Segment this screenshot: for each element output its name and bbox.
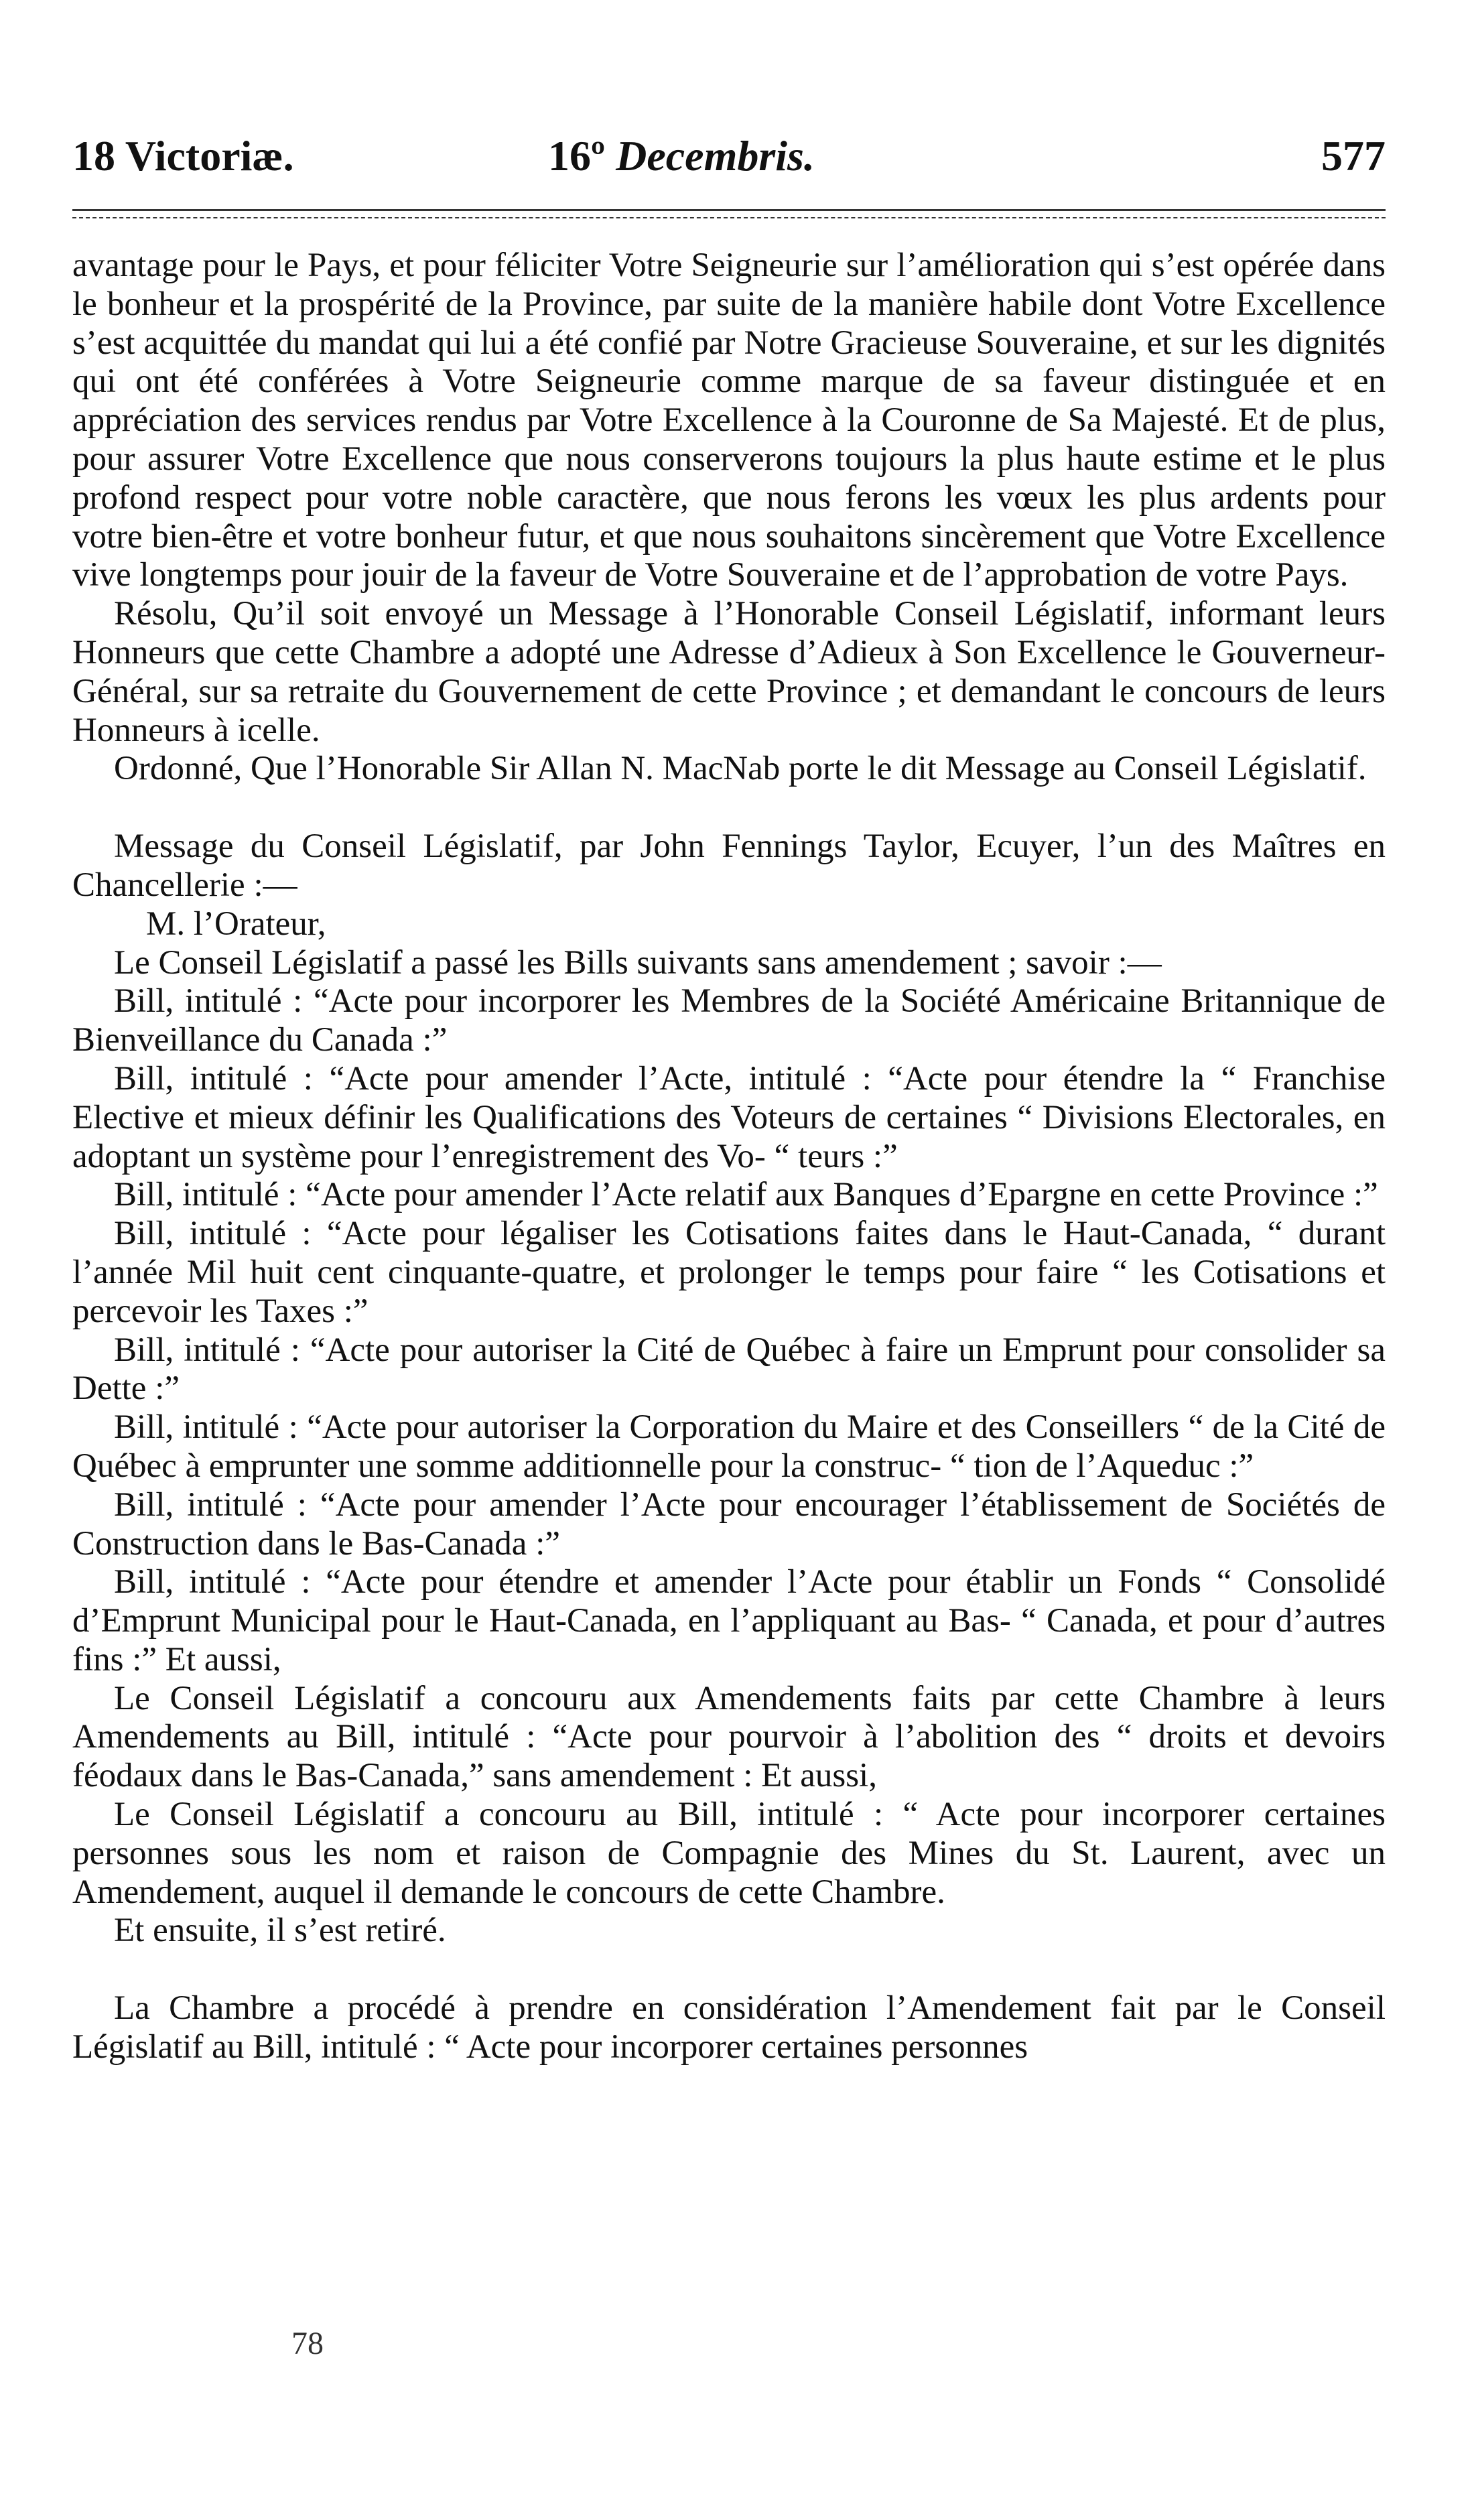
bill-item: Bill, intitulé : “Acte pour incorporer les Membres de la Société Américaine Britannique de Bienveillance du Canada :” (72, 982, 1386, 1059)
bill-item: Bill, intitulé : “Acte pour amender l’Acte, intitulé : “Acte pour étendre la “ Franchise Elective et mieux définir les Qualifications des Voteurs de certaines “ Divisions Electorales, en adoptant un système pour l’enregistrement des Vo- “ teurs :” (72, 1059, 1386, 1175)
bill-item: Bill, intitulé : “Acte pour autoriser la Cité de Québec à faire un Emprunt pour consolider sa Dette :” (72, 1331, 1386, 1408)
header-session: 18 Victoriæ. (72, 132, 294, 180)
bill-item: Bill, intitulé : “Acte pour étendre et amender l’Acte pour établir un Fonds “ Consolidé d’Emprunt Municipal pour le Haut-Canada, en l’appliquant au Bas- “ Canada, et pour d’autres fins :” Et aussi, (72, 1563, 1386, 1678)
paragraph-consideration: La Chambre a procédé à prendre en considération l’Amendement fait par le Conseil Législatif au Bill, intitulé : “ Acte pour incorporer certaines personnes (72, 1989, 1386, 2066)
header-date-month: Decembris. (616, 132, 815, 180)
paragraph-message-intro: Message du Conseil Législatif, par John Fennings Taylor, Ecuyer, l’un des Maîtres en Chancellerie :— (72, 827, 1386, 904)
paragraph-bills-passed: Le Conseil Législatif a passé les Bills suivants sans amendement ; savoir :— (114, 943, 1162, 982)
header-date (548, 119, 815, 193)
bill-item: Bill, intitulé : “Acte pour amender l’Acte pour encourager l’établissement de Sociétés de Construction dans le Bas-Canada :” (72, 1485, 1386, 1563)
page-body (72, 247, 1386, 2067)
bill-item: Bill, intitulé : “Acte pour autoriser la Corporation du Maire et des Conseillers “ de la Cité de Québec à emprunter une somme additionnelle pour la construc- “ tion de l’Aqueduc :” (72, 1408, 1386, 1485)
spacer (72, 1950, 1386, 1989)
paragraph-order: Ordonné, Que l’Honorable Sir Allan N. MacNab porte le dit Message au Conseil Législatif. (114, 750, 1367, 788)
paragraph-concurrence-bill: Le Conseil Législatif a concouru au Bill, intitulé : “ Acte pour incorporer certaines personnes sous les nom et raison de Compagnie des Mines du St. Laurent, avec un Amendement, auquel il demande le concours de cette Chambre. (72, 1796, 1386, 1911)
page-header (72, 119, 1386, 193)
spacer (72, 789, 1386, 827)
signature-mark: 78 (291, 2326, 324, 2361)
bill-item: Bill, intitulé : “Acte pour amender l’Acte relatif aux Banques d’Epargne en cette Province :” (114, 1176, 1378, 1214)
paragraph-salutation: M. l’Orateur, (146, 905, 326, 943)
header-date-number: 16º (548, 132, 606, 180)
paragraph-withdrawal: Et ensuite, il s’est retiré. (114, 1912, 446, 1950)
header-rule (72, 209, 1386, 211)
bill-item: Bill, intitulé : “Acte pour légaliser les Cotisations faites dans le Haut-Canada, “ durant l’année Mil huit cent cinquante-quatre, et prolonger le temps pour faire “ les Cotisations et percevoir les Taxes :” (72, 1215, 1386, 1330)
header-rule-dashed (72, 217, 1386, 218)
page-number: 577 (1321, 132, 1386, 180)
paragraph-concurrence-amendments: Le Conseil Législatif a concouru aux Amendements faits par cette Chambre à leurs Amendements au Bill, intitulé : “Acte pour pourvoir à l’abolition des “ droits et devoirs féodaux dans le Bas-Canada,” sans amendement : Et aussi, (72, 1679, 1386, 1795)
paragraph-address-continuation: avantage pour le Pays, et pour féliciter Votre Seigneurie sur l’amélioration qui s’est opérée dans le bonheur et la prospérité de la Province, par suite de la manière habile dont Votre Excellence s’est acquittée du mandat qui lui a été confié par Notre Gracieuse Souveraine, et sur les dignités qui ont été conférées à Votre Seigneurie comme marque de sa faveur distinguée et en appréciation des services rendus par Votre Excellence à la Couronne de Sa Majesté. Et de plus, pour assurer Votre Excellence que nous conserverons toujours la plus haute estime et le plus profond respect pour votre noble caractère, que nous ferons les vœux les plus ardents pour votre bien-être et votre bonheur futur, et que nous souhaitons sincèrement que Votre Excellence vive longtemps pour jouir de la faveur de Votre Souveraine et de l’approbation de votre Pays. (72, 247, 1386, 594)
paragraph-resolution: Résolu, Qu’il soit envoyé un Message à l’Honorable Conseil Législatif, informant leurs Honneurs que cette Chambre a adopté une Adresse d’Adieux à Son Excellence le Gouverneur-Général, sur sa retraite du Gouvernement de cette Province ; et demandant le concours de leurs Honneurs à icelle. (72, 595, 1386, 749)
